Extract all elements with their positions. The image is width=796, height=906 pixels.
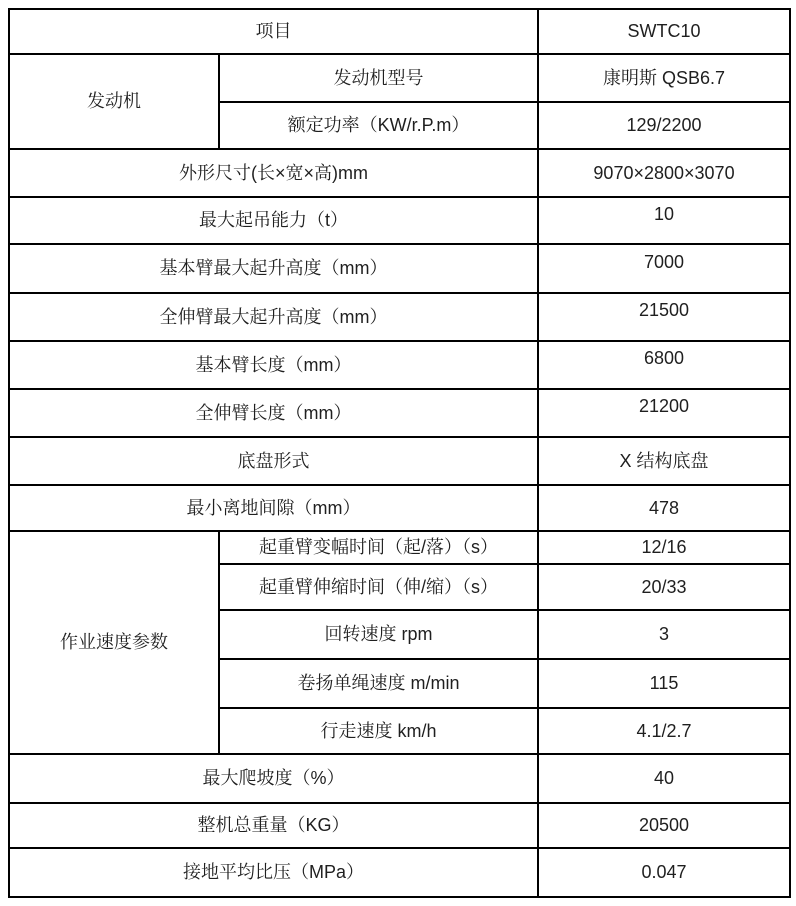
value-cell: 7000 — [538, 244, 790, 293]
label-cell: 外形尺寸(长×宽×高)mm — [9, 149, 538, 197]
label-cell: 起重臂伸缩时间（伸/缩）（s） — [219, 564, 538, 610]
table-row — [9, 54, 790, 102]
table-row — [9, 341, 790, 389]
value-cell: 20/33 — [538, 564, 790, 610]
label-cell: 全伸臂最大起升高度（mm） — [9, 293, 538, 341]
value-cell: 0.047 — [538, 848, 790, 897]
table-row — [9, 293, 790, 341]
label-cell: 最小离地间隙（mm） — [9, 485, 538, 531]
value-cell: 40 — [538, 754, 790, 803]
label-cell: 最大起吊能力（t） — [9, 197, 538, 244]
value-cell: X 结构底盘 — [538, 437, 790, 485]
table-row — [9, 197, 790, 244]
label-cell: 底盘形式 — [9, 437, 538, 485]
label-cell: 卷扬单绳速度 m/min — [219, 659, 538, 708]
label-cell: 全伸臂长度（mm） — [9, 389, 538, 437]
speed-group-cell: 作业速度参数 — [9, 531, 219, 754]
value-cell: 478 — [538, 485, 790, 531]
value-cell: 115 — [538, 659, 790, 708]
spec-table — [8, 8, 791, 898]
label-cell: 发动机型号 — [219, 54, 538, 102]
table-row — [9, 531, 790, 564]
value-cell: 129/2200 — [538, 102, 790, 149]
table-row — [9, 244, 790, 293]
label-cell: 接地平均比压（MPa） — [9, 848, 538, 897]
label-cell: 整机总重量（KG） — [9, 803, 538, 848]
label-cell: 行走速度 km/h — [219, 708, 538, 754]
value-cell: 21500 — [538, 293, 790, 341]
value-cell: 20500 — [538, 803, 790, 848]
value-cell: 12/16 — [538, 531, 790, 564]
table-row — [9, 754, 790, 803]
header-model-value: SWTC10 — [538, 9, 790, 54]
engine-group-cell: 发动机 — [9, 54, 219, 149]
header-item-label: 项目 — [9, 9, 538, 54]
table-row — [9, 9, 790, 54]
table-row — [9, 149, 790, 197]
table-row — [9, 389, 790, 437]
value-cell: 10 — [538, 197, 790, 244]
value-cell: 3 — [538, 610, 790, 659]
label-cell: 最大爬坡度（%） — [9, 754, 538, 803]
value-cell: 6800 — [538, 341, 790, 389]
table-row — [9, 485, 790, 531]
table-row — [9, 437, 790, 485]
label-cell: 基本臂最大起升高度（mm） — [9, 244, 538, 293]
value-cell: 康明斯 QSB6.7 — [538, 54, 790, 102]
value-cell: 4.1/2.7 — [538, 708, 790, 754]
label-cell: 起重臂变幅时间（起/落）（s） — [219, 531, 538, 564]
value-cell: 21200 — [538, 389, 790, 437]
label-cell: 额定功率（KW/r.P.m） — [219, 102, 538, 149]
table-row — [9, 848, 790, 897]
label-cell: 回转速度 rpm — [219, 610, 538, 659]
value-cell: 9070×2800×3070 — [538, 149, 790, 197]
table-row — [9, 803, 790, 848]
label-cell: 基本臂长度（mm） — [9, 341, 538, 389]
